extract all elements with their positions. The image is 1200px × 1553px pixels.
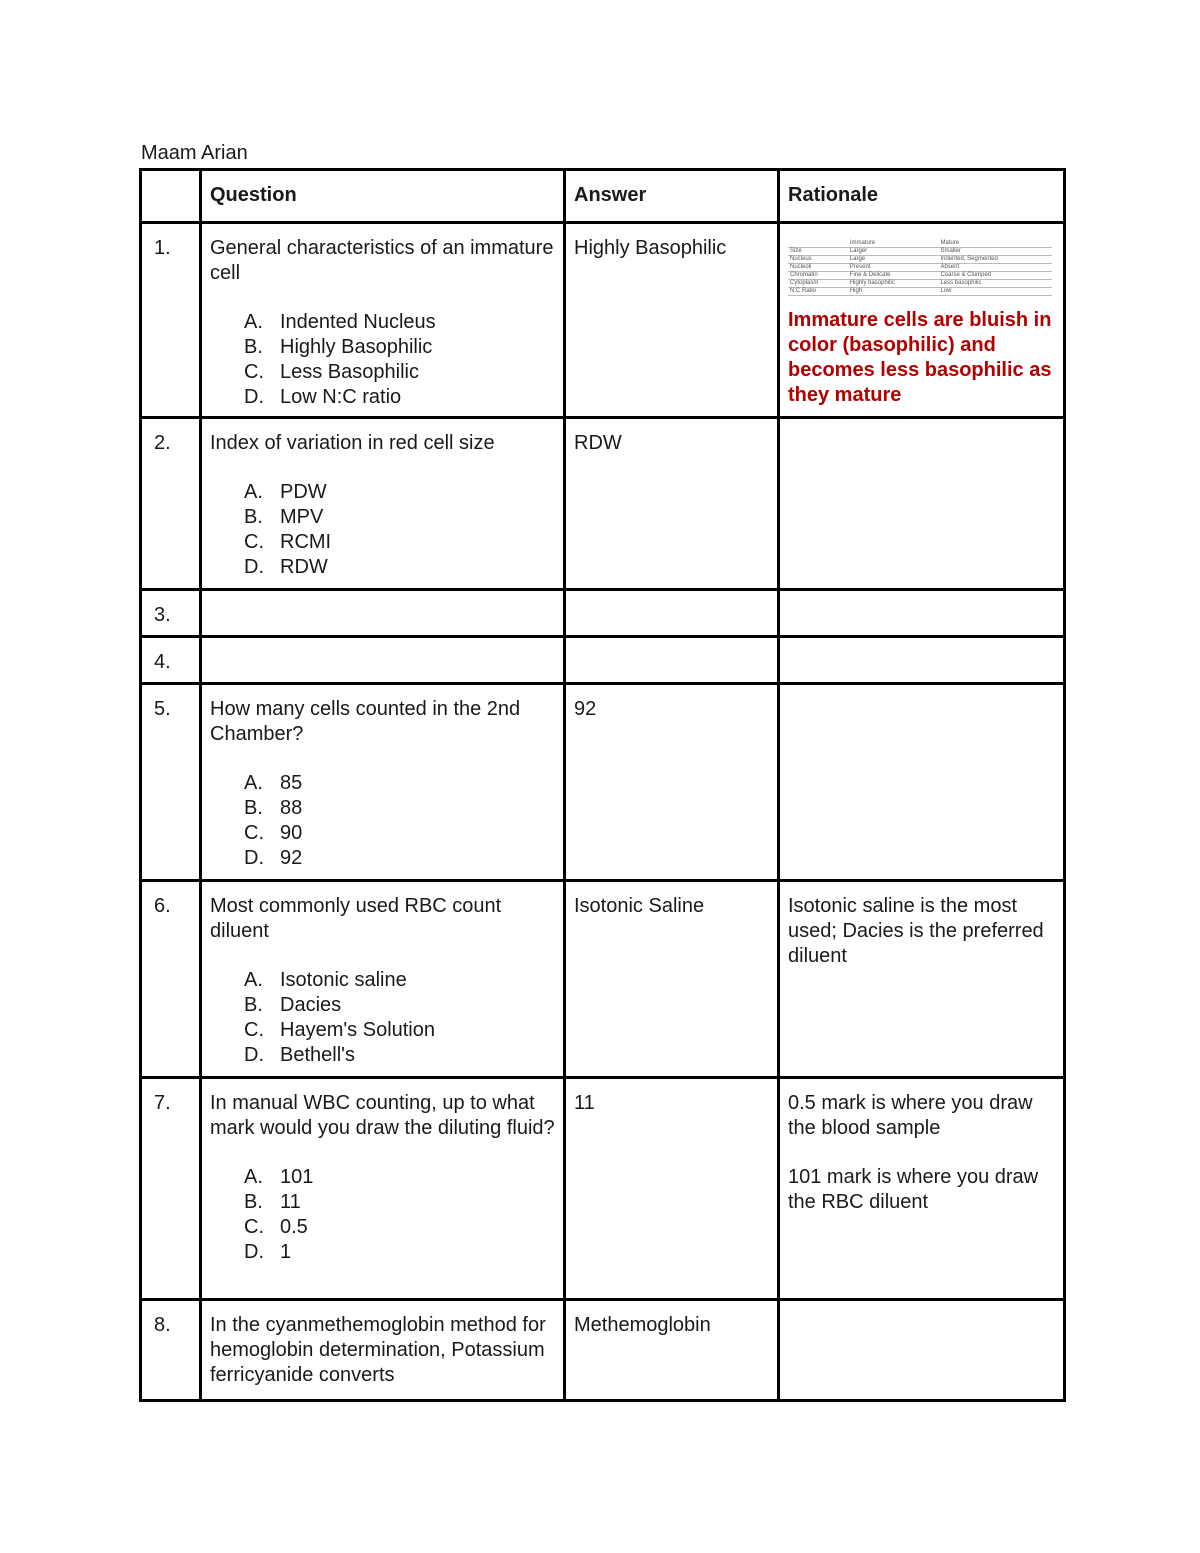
option-text: Dacies bbox=[280, 994, 342, 1016]
option-item bbox=[244, 1240, 555, 1265]
option-letter: C. bbox=[244, 822, 264, 844]
option-letter: C. bbox=[244, 361, 264, 383]
table-row bbox=[142, 591, 1063, 638]
row-number: 5. bbox=[142, 685, 202, 882]
option-item bbox=[244, 993, 555, 1018]
option-item bbox=[244, 360, 555, 385]
option-letter: B. bbox=[244, 506, 263, 528]
option-letter: D. bbox=[244, 386, 264, 408]
option-letter: D. bbox=[244, 1044, 264, 1066]
rationale-text: 101 mark is where you draw the RBC diluent bbox=[788, 1166, 1039, 1213]
option-item bbox=[244, 530, 555, 555]
option-letter: D. bbox=[244, 847, 264, 869]
question-cell bbox=[202, 1079, 566, 1301]
question-text: Index of variation in red cell size bbox=[210, 432, 495, 454]
row-number: 3. bbox=[142, 591, 202, 638]
answer-cell bbox=[566, 638, 780, 685]
mini-cell: Highly basophilic bbox=[848, 280, 939, 288]
question-text: In manual WBC counting, up to what mark would you draw the diluting fluid? bbox=[210, 1092, 555, 1139]
question-text: How many cells counted in the 2nd Chamber? bbox=[210, 698, 521, 745]
question-cell bbox=[202, 224, 566, 419]
table-row bbox=[142, 638, 1063, 685]
option-item bbox=[244, 968, 555, 993]
mini-cell: Size bbox=[788, 248, 848, 256]
row-number: 7. bbox=[142, 1079, 202, 1301]
option-item bbox=[244, 771, 555, 796]
option-item bbox=[244, 1018, 555, 1043]
table-row bbox=[142, 1079, 1063, 1301]
mini-cell: Indented, Segmented bbox=[938, 256, 1052, 264]
rationale-highlight: Immature cells are bluish in color (basophilic) and becomes less basophilic as they mature bbox=[788, 309, 1052, 406]
mini-cell: Smaller bbox=[938, 248, 1052, 256]
mini-cell: Coarse & Clumped bbox=[938, 272, 1052, 280]
question-cell bbox=[202, 419, 566, 591]
row-number: 4. bbox=[142, 638, 202, 685]
option-item bbox=[244, 310, 555, 335]
question-table bbox=[139, 168, 1066, 1402]
option-letter: A. bbox=[244, 969, 263, 991]
option-text: Highly Basophilic bbox=[280, 336, 433, 358]
mini-cell: Nucleoli bbox=[788, 264, 848, 272]
option-list bbox=[210, 310, 555, 410]
header-rationale: Rationale bbox=[780, 171, 1063, 224]
mini-cell: N:C Ratio bbox=[788, 288, 848, 296]
header-answer: Answer bbox=[566, 171, 780, 224]
rationale-cell bbox=[780, 882, 1063, 1079]
question-cell bbox=[202, 882, 566, 1079]
question-text: General characteristics of an immature cell bbox=[210, 237, 554, 284]
mini-cell: Larger bbox=[848, 248, 939, 256]
comparison-table bbox=[788, 240, 1052, 296]
option-letter: C. bbox=[244, 1216, 264, 1238]
comparison-table-image bbox=[788, 238, 1055, 300]
rationale-cell bbox=[780, 1079, 1063, 1301]
header-question: Question bbox=[202, 171, 566, 224]
question-cell bbox=[202, 591, 566, 638]
option-text: Hayem's Solution bbox=[280, 1019, 435, 1041]
mini-cell: Cytoplasm bbox=[788, 280, 848, 288]
question-text: Most commonly used RBC count diluent bbox=[210, 895, 502, 942]
option-text: Isotonic saline bbox=[280, 969, 407, 991]
answer-cell: Highly Basophilic bbox=[566, 224, 780, 419]
option-list bbox=[210, 968, 555, 1068]
mini-cell: Less basophilic bbox=[938, 280, 1052, 288]
answer-cell: RDW bbox=[566, 419, 780, 591]
option-list bbox=[210, 771, 555, 871]
option-text: 90 bbox=[280, 822, 303, 844]
option-item bbox=[244, 555, 555, 580]
option-letter: B. bbox=[244, 336, 263, 358]
rationale-cell bbox=[780, 224, 1063, 419]
table-row bbox=[142, 419, 1063, 591]
option-text: Indented Nucleus bbox=[280, 311, 436, 333]
option-letter: D. bbox=[244, 1241, 264, 1263]
option-text: 1 bbox=[280, 1241, 292, 1263]
option-letter: A. bbox=[244, 481, 263, 503]
option-text: 88 bbox=[280, 797, 303, 819]
option-letter: A. bbox=[244, 1166, 263, 1188]
option-text: Low N:C ratio bbox=[280, 386, 402, 408]
table-header-row bbox=[142, 171, 1063, 224]
row-number: 8. bbox=[142, 1301, 202, 1399]
rationale-cell bbox=[780, 1301, 1063, 1399]
option-text: 11 bbox=[280, 1191, 301, 1213]
answer-cell: 92 bbox=[566, 685, 780, 882]
answer-cell bbox=[566, 591, 780, 638]
mini-cell: Immature bbox=[848, 240, 939, 248]
rationale-text: Isotonic saline is the most used; Dacies is the preferred diluent bbox=[788, 895, 1044, 967]
table-row bbox=[142, 224, 1063, 419]
option-letter: B. bbox=[244, 1191, 263, 1213]
answer-cell: 11 bbox=[566, 1079, 780, 1301]
option-text: MPV bbox=[280, 506, 324, 528]
question-cell bbox=[202, 638, 566, 685]
option-item bbox=[244, 505, 555, 530]
mini-cell: Fine & Delicate bbox=[848, 272, 939, 280]
option-letter: B. bbox=[244, 797, 263, 819]
row-number: 1. bbox=[142, 224, 202, 419]
mini-cell: Large bbox=[848, 256, 939, 264]
option-letter: C. bbox=[244, 531, 264, 553]
rationale-text: 0.5 mark is where you draw the blood sample bbox=[788, 1092, 1033, 1139]
table-row bbox=[142, 685, 1063, 882]
rationale-cell bbox=[780, 638, 1063, 685]
table-row bbox=[142, 1301, 1063, 1399]
answer-cell: Methemoglobin bbox=[566, 1301, 780, 1399]
table-row bbox=[142, 882, 1063, 1079]
rationale-cell bbox=[780, 419, 1063, 591]
option-item bbox=[244, 335, 555, 360]
option-item bbox=[244, 1190, 555, 1215]
option-letter: A. bbox=[244, 311, 263, 333]
mini-cell: Chromatin bbox=[788, 272, 848, 280]
option-letter: B. bbox=[244, 994, 263, 1016]
question-text: In the cyanmethemoglobin method for hemoglobin determination, Potassium ferricyanide converts bbox=[210, 1314, 546, 1386]
mini-cell: Nucleus bbox=[788, 256, 848, 264]
option-text: PDW bbox=[280, 481, 327, 503]
option-text: Less Basophilic bbox=[280, 361, 419, 383]
option-item bbox=[244, 480, 555, 505]
option-list bbox=[210, 480, 555, 580]
option-item bbox=[244, 1165, 555, 1190]
option-text: RDW bbox=[280, 556, 328, 578]
option-letter: A. bbox=[244, 772, 263, 794]
row-number: 2. bbox=[142, 419, 202, 591]
option-letter: C. bbox=[244, 1019, 264, 1041]
option-item bbox=[244, 1043, 555, 1068]
option-list bbox=[210, 1165, 555, 1265]
option-item bbox=[244, 846, 555, 871]
mini-cell: Low bbox=[938, 288, 1052, 296]
question-cell bbox=[202, 1301, 566, 1399]
mini-cell: Mature bbox=[938, 240, 1052, 248]
mini-cell bbox=[788, 240, 848, 248]
question-cell bbox=[202, 685, 566, 882]
option-text: Bethell's bbox=[280, 1044, 355, 1066]
option-text: 85 bbox=[280, 772, 303, 794]
option-item bbox=[244, 821, 555, 846]
rationale-cell bbox=[780, 591, 1063, 638]
document-author: Maam Arian bbox=[141, 142, 248, 164]
mini-cell: Absent bbox=[938, 264, 1052, 272]
rationale-cell bbox=[780, 685, 1063, 882]
option-letter: D. bbox=[244, 556, 264, 578]
option-item bbox=[244, 385, 555, 410]
option-item bbox=[244, 796, 555, 821]
mini-cell: Present bbox=[848, 264, 939, 272]
option-text: RCMI bbox=[280, 531, 332, 553]
mini-cell: High bbox=[848, 288, 939, 296]
header-number bbox=[142, 171, 202, 224]
option-text: 101 bbox=[280, 1166, 314, 1188]
row-number: 6. bbox=[142, 882, 202, 1079]
option-item bbox=[244, 1215, 555, 1240]
option-text: 92 bbox=[280, 847, 303, 869]
option-text: 0.5 bbox=[280, 1216, 308, 1238]
answer-cell: Isotonic Saline bbox=[566, 882, 780, 1079]
